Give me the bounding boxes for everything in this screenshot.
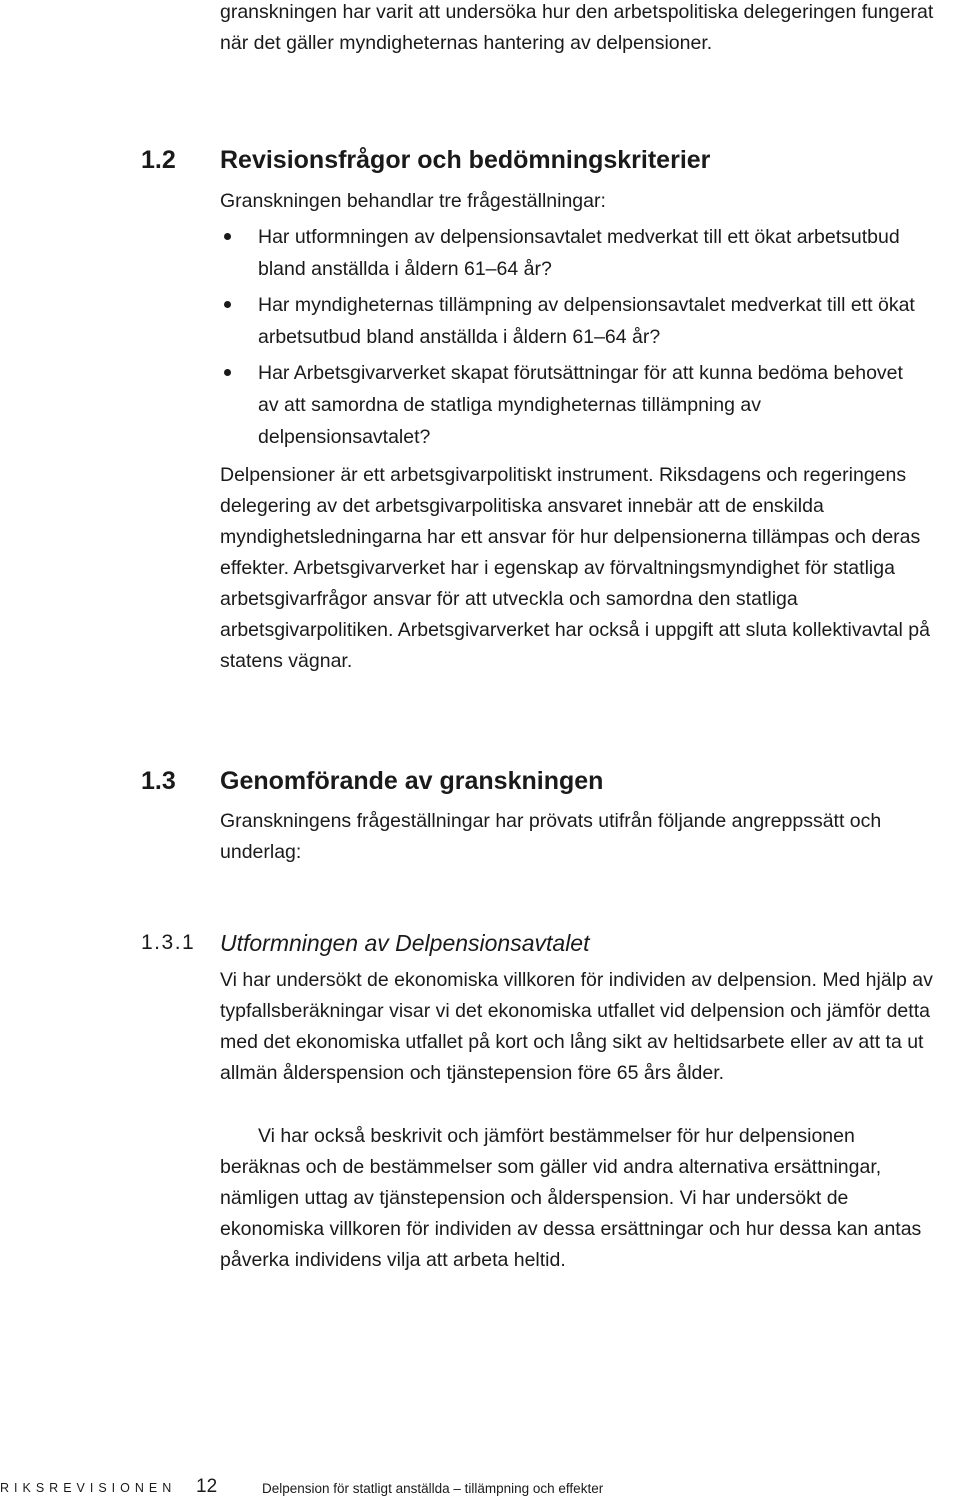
- bullet-icon: [224, 301, 231, 308]
- list-item-text: Har myndigheternas tillämpning av delpensionsavtalet medverkat till ett ökat arbetsutbud bland anställda i åldern 61–64 år?: [258, 294, 915, 348]
- section-1-3-1-paragraph-2: Vi har också beskrivit och jämfört bestämmelser för hur delpensionen beräknas och de bestämmelser som gäller vid andra alternativa ersättningar, nämligen uttag av tjänstepension och ålderspension. Vi har undersökt de ekonomiska villkoren för individen av dessa ersättningar och hur dessa kan antas påverka individens vilja att arbeta heltid.: [220, 1125, 922, 1271]
- section-heading-1-2: Revisionsfrågor och bedömningskriterier: [220, 146, 711, 174]
- intro-paragraph: granskningen har varit att undersöka hur den arbetspolitiska delegeringen fungerat när det gäller myndigheternas hantering av delpensioner.: [220, 1, 934, 54]
- section-heading-1-3: Genomförande av granskningen: [220, 767, 604, 795]
- section-1-3-body: Granskningens frågeställningar har prövats utifrån följande angreppssätt och underlag:: [220, 810, 882, 863]
- page-number: 12: [196, 1476, 218, 1497]
- section-1-2-lead: Granskningen behandlar tre frågeställningar:: [220, 190, 606, 212]
- section-1-3-1-paragraph-1: Vi har undersökt de ekonomiska villkoren för individen av delpension. Med hjälp av typfallsberäkningar visar vi det ekonomiska utfallet vid delpension och jämför detta med det ekonomiska utfallet på kort och lång sikt av heltidsarbete eller av att ta ut allmän ålderspension och tjänstepension före 65 års ålder.: [220, 969, 933, 1084]
- bullet-icon: [224, 369, 231, 376]
- footer-document-title: Delpension för statligt anställda – tillämpning och effekter: [262, 1481, 604, 1496]
- section-number-1-2: 1.2: [141, 146, 176, 174]
- section-number-1-3: 1.3: [141, 767, 176, 795]
- list-item-text: Har utformningen av delpensionsavtalet medverkat till ett ökat arbetsutbud bland anställda i åldern 61–64 år?: [258, 226, 900, 280]
- list-item-text: Har Arbetsgivarverket skapat förutsättningar för att kunna bedöma behovet av att samordna de statliga myndigheternas tillämpning av delpensionsavtalet?: [258, 362, 903, 448]
- section-number-1-3-1: 1.3.1: [141, 931, 196, 954]
- footer-brand: RIKSREVISIONEN: [0, 1481, 177, 1495]
- list-item: [220, 221, 920, 285]
- page-footer: [0, 1476, 960, 1500]
- question-list: [220, 221, 920, 457]
- section-1-2-body: Delpensioner är ett arbetsgivarpolitiskt instrument. Riksdagens och regeringens delegering av det arbetsgivarpolitiska ansvaret innebär att de enskilda myndighetsledningarna har ett ansvar för hur delpensionerna tillämpas och deras effekter. Arbetsgivarverket har i egenskap av förvaltningsmyndighet för statliga arbetsgivarfrågor ansvar för att utveckla och samordna den statliga arbetsgivarpolitiken. Arbetsgivarverket har också i uppgift att sluta kollektivavtal på statens vägnar.: [220, 464, 930, 672]
- list-item: [220, 357, 920, 453]
- section-heading-1-3-1: Utformningen av Delpensionsavtalet: [220, 930, 590, 956]
- list-item: [220, 289, 920, 353]
- bullet-icon: [224, 233, 231, 240]
